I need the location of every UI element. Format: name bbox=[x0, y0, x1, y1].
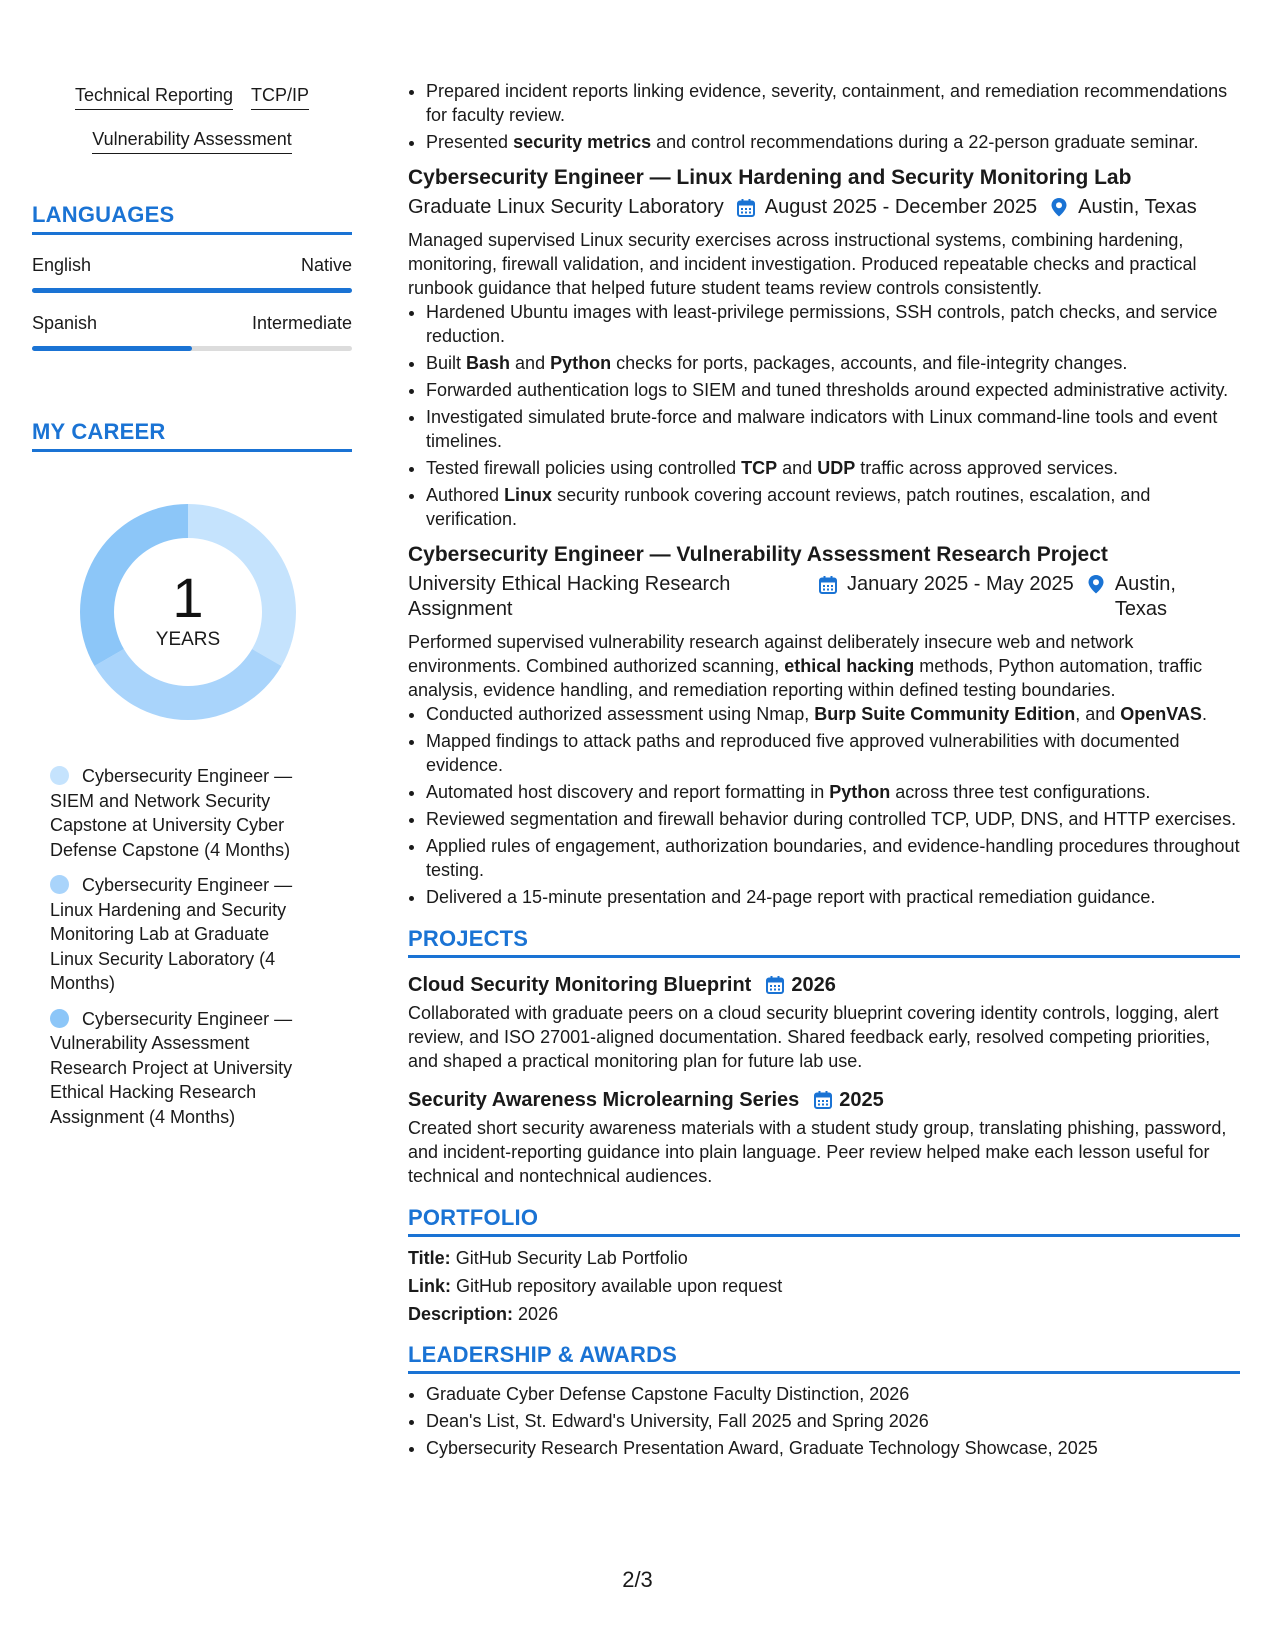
portfolio-title-row bbox=[408, 1247, 1240, 1269]
project-year: 2025 bbox=[839, 1089, 884, 1111]
career-total-years: 1 bbox=[172, 566, 204, 629]
career-legend-text: Cybersecurity Engineer — SIEM and Network Security Capstone at University Cyber Defense Capstone (4 Months) bbox=[50, 766, 293, 860]
role-dates: January 2025 - May 2025 bbox=[847, 573, 1074, 595]
bullet-item: • Tested firewall policies using controlled TCP and UDP traffic across approved services. bbox=[426, 456, 1240, 480]
career-legend-text: Cybersecurity Engineer — Linux Hardening and Security Monitoring Lab at Graduate Linux Security Laboratory (4 Months) bbox=[50, 875, 293, 993]
location-pin-icon bbox=[1049, 196, 1069, 218]
main-content bbox=[408, 79, 1240, 1463]
role-summary: Managed supervised Linux security exercises across instructional systems, combining hardening, monitoring, firewall validation, and incident investigation. Produced repeatable checks and practical runbook guidance that helped future student teams review controls consistently. bbox=[408, 230, 1197, 298]
career-legend-item bbox=[50, 873, 310, 996]
portfolio-description-label: Description: bbox=[408, 1304, 514, 1324]
bullet-item: • Authored Linux security runbook covering account reviews, patch routines, escalation, and verification. bbox=[426, 483, 1240, 531]
role-title: Cybersecurity Engineer — Linux Hardening and Security Monitoring Lab bbox=[408, 166, 1132, 189]
skill-tag: Vulnerability Assessment bbox=[92, 128, 291, 154]
portfolio-title-label: Title: bbox=[408, 1248, 451, 1268]
role-bullets bbox=[408, 300, 1240, 531]
project-title: Cloud Security Monitoring Blueprint bbox=[408, 974, 752, 996]
legend-dot bbox=[50, 766, 69, 785]
skill-tag: TCP/IP bbox=[251, 84, 309, 110]
location-pin-icon bbox=[1086, 573, 1106, 595]
language-level: Native bbox=[300, 255, 352, 275]
portfolio-title: GitHub Security Lab Portfolio bbox=[455, 1248, 688, 1268]
role-bullets bbox=[408, 702, 1240, 909]
career-unit-label: YEARS bbox=[155, 629, 221, 650]
career-legend-text: Cybersecurity Engineer — Vulnerability Assessment Research Project at University Ethical Hacking Research Assignment (4 Months) bbox=[50, 1008, 293, 1127]
role-summary: Performed supervised vulnerability research against deliberately insecure web and network environments. Combined authorized scanning, ethical hacking methods, Python automation, traffic analysis, evidence handling, and remediation reporting within defined testing boundaries. bbox=[408, 632, 1203, 700]
bullet-item: • Conducted authorized assessment using Nmap, Burp Suite Community Edition, and OpenVAS. bbox=[426, 702, 1240, 726]
career-donut-chart bbox=[68, 492, 308, 732]
award-item: • Cybersecurity Research Presentation Award, Graduate Technology Showcase, 2025 bbox=[426, 1436, 1240, 1460]
language-level: Intermediate bbox=[251, 313, 352, 333]
language-proficiency-bar bbox=[32, 288, 352, 293]
role-meta bbox=[408, 572, 1240, 622]
calendar-icon bbox=[813, 1090, 833, 1110]
role-dates: August 2025 - December 2025 bbox=[764, 196, 1038, 218]
experience-entry bbox=[408, 164, 1240, 531]
bullet-item: • Hardened Ubuntu images with least-privilege permissions, SSH controls, patch checks, and service reduction. bbox=[426, 300, 1240, 348]
calendar-icon bbox=[736, 198, 756, 218]
legend-dot bbox=[50, 875, 69, 894]
project-description: Created short security awareness materials with a student study group, translating phishing, password, and incident-reporting guidance into plain language. Peer review helped make each lesson useful for technical and nontechnical audiences. bbox=[408, 1118, 1227, 1186]
role-meta bbox=[408, 195, 1240, 220]
languages-heading: LANGUAGES bbox=[32, 202, 352, 235]
bullet-item: • Delivered a 15-minute presentation and 24-page report with practical remediation guidance. bbox=[426, 885, 1240, 909]
project-title: Security Awareness Microlearning Series bbox=[408, 1089, 800, 1111]
language-english bbox=[32, 255, 352, 293]
career-legend-item bbox=[50, 1007, 310, 1130]
organization: Graduate Linux Security Laboratory bbox=[408, 196, 724, 218]
language-proficiency-fill bbox=[32, 346, 192, 351]
portfolio-heading: PORTFOLIO bbox=[408, 1206, 1240, 1237]
portfolio-link-row bbox=[408, 1275, 1240, 1297]
experience-entry bbox=[408, 541, 1240, 909]
portfolio-link: GitHub repository available upon request bbox=[456, 1276, 783, 1296]
bullet-item: • Forwarded authentication logs to SIEM and tuned thresholds around expected administrative activity. bbox=[426, 378, 1240, 402]
bullet-item: • Reviewed segmentation and firewall behavior during controlled TCP, UDP, DNS, and HTTP exercises. bbox=[426, 807, 1240, 831]
sidebar bbox=[32, 84, 352, 1140]
portfolio-description: 2026 bbox=[518, 1304, 559, 1324]
language-proficiency-bar bbox=[32, 346, 352, 351]
page-number: 2/3 bbox=[622, 1567, 653, 1592]
calendar-icon bbox=[818, 575, 838, 595]
previous-role-bullets bbox=[408, 79, 1240, 154]
language-proficiency-fill bbox=[32, 288, 352, 293]
skills-tags bbox=[32, 84, 352, 154]
role-title: Cybersecurity Engineer — Vulnerability Assessment Research Project bbox=[408, 543, 1108, 566]
career-legend-item bbox=[50, 764, 310, 862]
projects-heading: PROJECTS bbox=[408, 927, 1240, 958]
bullet-item: • Prepared incident reports linking evidence, severity, containment, and remediation recommendations for faculty review. bbox=[426, 79, 1240, 127]
award-item: • Graduate Cyber Defense Capstone Faculty Distinction, 2026 bbox=[426, 1382, 1240, 1406]
legend-dot bbox=[50, 1009, 69, 1028]
role-location: Austin, Texas bbox=[1114, 573, 1176, 620]
language-name: English bbox=[32, 255, 92, 275]
language-spanish bbox=[32, 313, 352, 351]
project-description: Collaborated with graduate peers on a cloud security blueprint covering identity controls, logging, alert review, and ISO 27001-aligned documentation. Shared feedback early, resolved competing priorities, and shaped a practical monitoring plan for future lab use. bbox=[408, 1003, 1219, 1071]
bullet-item: • Built Bash and Python checks for ports, packages, accounts, and file-integrity changes. bbox=[426, 351, 1240, 375]
award-item: • Dean's List, St. Edward's University, Fall 2025 and Spring 2026 bbox=[426, 1409, 1240, 1433]
bullet-item: • Automated host discovery and report formatting in Python across three test configurations. bbox=[426, 780, 1240, 804]
language-name: Spanish bbox=[32, 313, 98, 333]
career-heading: MY CAREER bbox=[32, 419, 352, 452]
bullet-item: • Applied rules of engagement, authorization boundaries, and evidence-handling procedures throughout testing. bbox=[426, 834, 1240, 882]
calendar-icon bbox=[765, 975, 785, 995]
project-entry bbox=[408, 1087, 1240, 1188]
portfolio-link-label: Link: bbox=[408, 1276, 451, 1296]
project-year: 2026 bbox=[791, 974, 836, 996]
career-legend bbox=[32, 764, 310, 1129]
leadership-heading: LEADERSHIP & AWARDS bbox=[408, 1343, 1240, 1374]
role-location: Austin, Texas bbox=[1078, 196, 1197, 218]
project-entry bbox=[408, 972, 1240, 1073]
organization: University Ethical Hacking Research Assignment bbox=[408, 573, 731, 620]
bullet-item: • Presented security metrics and control recommendations during a 22-person graduate seminar. bbox=[426, 130, 1240, 154]
bullet-item: • Investigated simulated brute-force and malware indicators with Linux command-line tools and event timelines. bbox=[426, 405, 1240, 453]
bullet-item: • Mapped findings to attack paths and reproduced five approved vulnerabilities with documented evidence. bbox=[426, 729, 1240, 777]
portfolio-description-row bbox=[408, 1303, 1240, 1325]
skill-tag: Technical Reporting bbox=[75, 84, 233, 110]
leadership-list bbox=[408, 1382, 1240, 1460]
